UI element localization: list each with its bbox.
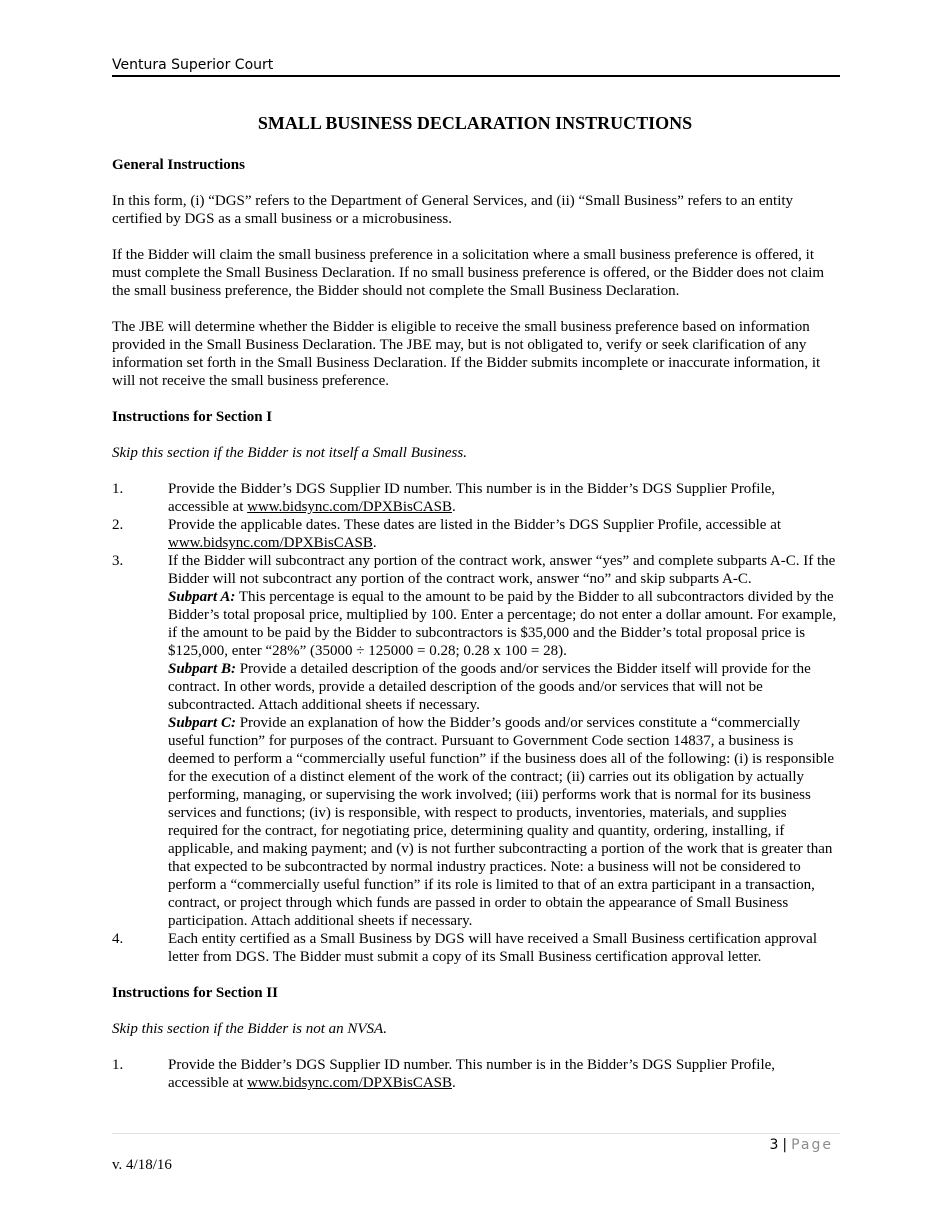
header-organization: Ventura Superior Court: [112, 57, 274, 73]
list-item-number: 3.: [112, 553, 124, 569]
list-item-punct: .: [452, 499, 456, 515]
page-word: Page: [791, 1137, 833, 1153]
general-instructions-heading: General Instructions: [112, 157, 245, 173]
general-paragraph-3: The JBE will determine whether the Bidder is eligible to receive the small business preference based on information provided in the Small Business Declaration. The JBE may, but is not obligated to, verify or seek clarification of any information set forth in the Small Business Declaration. If the Bidder submits incomplete or inaccurate information, it will not receive the small business preference.: [112, 319, 821, 389]
list-item-number: 4.: [112, 931, 124, 947]
bidsync-link[interactable]: www.bidsync.com/DPXBisCASB: [247, 499, 453, 515]
general-paragraph-1: In this form, (i) “DGS” refers to the Department of General Services, and (ii) “Small Business” refers to an entity certified by DGS as a small business or a microbusiness.: [112, 193, 794, 227]
page-number-separator: |: [782, 1137, 788, 1153]
footer-divider: [112, 1133, 840, 1134]
page-title: SMALL BUSINESS DECLARATION INSTRUCTIONS: [257, 113, 693, 133]
list-item-text: Provide the Bidder’s DGS Supplier ID number. This number is in the Bidder’s DGS Supplier Profile, accessible at: [168, 1057, 776, 1091]
bidsync-link[interactable]: www.bidsync.com/DPXBisCASB: [247, 1075, 453, 1091]
section-1-skip-note: Skip this section if the Bidder is not itself a Small Business.: [112, 445, 467, 461]
document-body: [112, 112, 838, 1110]
list-item: [112, 1056, 838, 1092]
subpart-b: [168, 660, 838, 714]
subpart-c-text: Provide an explanation of how the Bidder’s goods and/or services constitute a “commercially useful function” for purposes of the contract. Pursuant to Government Code section 14837, a business is deemed to perform a “commercially useful function” if the business does all of the following: (i) is responsible for the execution of a distinct element of the work of the contract; (ii) carries out its obligation by actually performing, managing, or supervising the work involved; (iii) performs work that is normal for its business services and functions; (iv) is responsible, with respect to products, inventories, materials, and supplies required for the contract, for negotiating price, determining quality and quantity, ordering, installing, if applicable, and making payment; and (v) is not further subcontracting a portion of the work that is greater than that expected to be subcontracted by normal industry practices. Note: a business will not be considered to perform a “commercially useful function” if its role is limited to that of an extra participant in a transaction, contract, or project through which funds are passed in order to obtain the appearance of Small Business participation. Attach additional sheets if necessary.: [168, 715, 835, 929]
list-item: [112, 480, 838, 516]
list-item-punct: .: [372, 535, 377, 551]
section-2-heading: Instructions for Section II: [112, 985, 278, 1001]
list-item: [112, 930, 838, 966]
subpart-b-text: Provide a detailed description of the goods and/or services the Bidder itself will provide for the contract. In other words, provide a detailed description of the goods and/or services that will not be subcontracted. Attach additional sheets if necessary.: [168, 661, 811, 713]
version-label: v. 4/18/16: [112, 1157, 172, 1173]
list-item-number: 1.: [112, 1057, 124, 1073]
list-item: [112, 552, 838, 930]
list-item-text: Provide the Bidder’s DGS Supplier ID number. This number is in the Bidder’s DGS Supplier Profile, accessible at: [168, 481, 776, 515]
list-item-punct: .: [452, 1075, 456, 1091]
section-1-list: [112, 480, 838, 966]
subpart-b-label: Subpart B:: [168, 661, 236, 677]
section-1-heading: Instructions for Section I: [112, 409, 273, 425]
list-item: [112, 516, 838, 552]
list-item-text: Provide the applicable dates. These dates are listed in the Bidder’s DGS Supplier Profile, accessible at: [168, 517, 782, 533]
bidsync-link[interactable]: www.bidsync.com/DPXBisCASB: [168, 535, 373, 551]
list-item-text: If the Bidder will subcontract any portion of the contract work, answer “yes” and complete subparts A-C. If the Bidder will not subcontract any portion of the contract work, answer “no” and skip subparts A-C.: [168, 553, 836, 587]
list-item-number: 1.: [112, 481, 124, 497]
subpart-c-label: Subpart C:: [168, 715, 236, 731]
page-header: [112, 56, 840, 77]
section-2-list: [112, 1056, 838, 1092]
list-item-text: Each entity certified as a Small Business by DGS will have received a Small Business certification approval letter from DGS. The Bidder must submit a copy of its Small Business certification approval letter.: [168, 931, 817, 965]
subpart-a-text: This percentage is equal to the amount to be paid by the Bidder to all subcontractors divided by the Bidder’s total proposal price, multiplied by 100. Enter a percentage; do not enter a dollar amount. For example, if the amount to be paid by the Bidder to subcontractors is $35,000 and the Bidder’s total proposal price is $125,000, enter “28%” (35000 ÷ 125000 = 0.28; 0.28 x 100 = 28).: [168, 589, 837, 659]
subpart-c: [168, 714, 838, 930]
subpart-a-label: Subpart A:: [168, 589, 236, 605]
list-item-number: 2.: [112, 517, 124, 533]
subpart-a: [168, 588, 838, 660]
page-number-value: 3: [769, 1137, 779, 1153]
general-paragraph-2: If the Bidder will claim the small business preference in a solicitation where a small business preference is offered, it must complete the Small Business Declaration. If no small business preference is offered, or the Bidder does not claim the small business preference, the Bidder should not complete the Small Business Declaration.: [112, 247, 825, 299]
page-number: [769, 1136, 833, 1154]
section-2-skip-note: Skip this section if the Bidder is not an NVSA.: [112, 1021, 387, 1037]
